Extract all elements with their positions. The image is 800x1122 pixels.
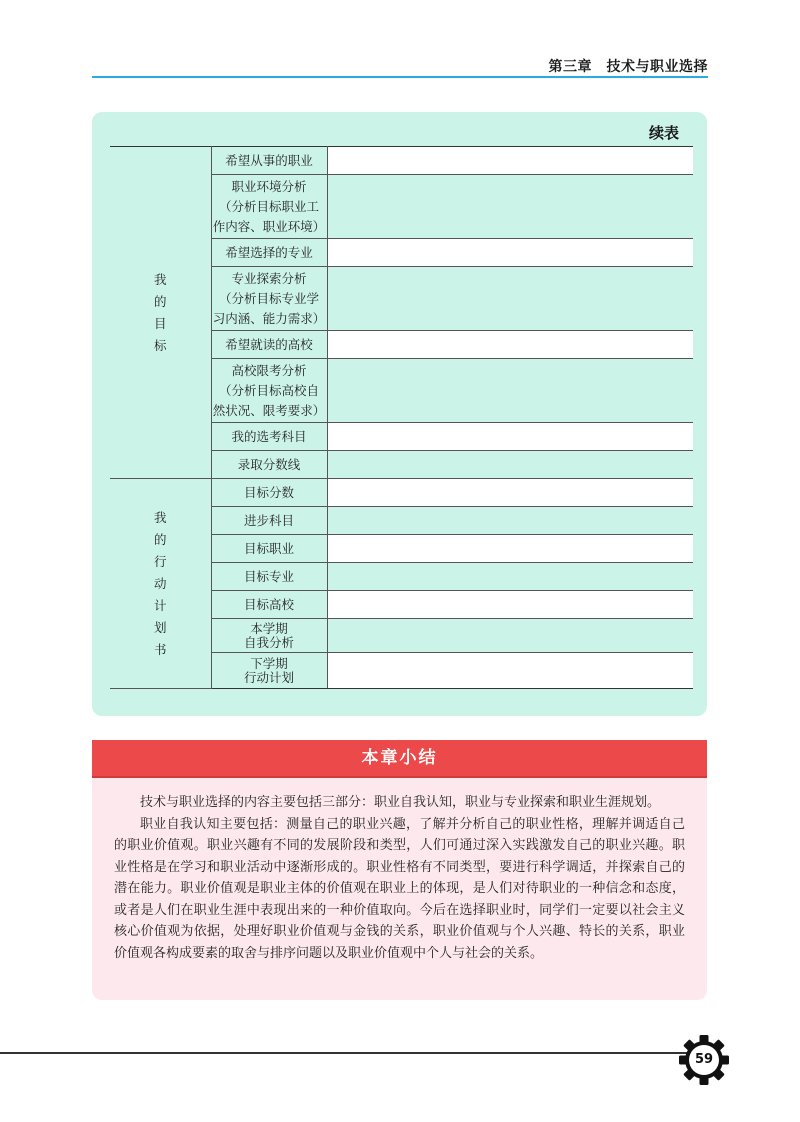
chapter-header-title: 第三章 技术与职业选择 <box>548 59 708 75</box>
page-number: 59 <box>694 1052 714 1067</box>
answer-field[interactable] <box>327 267 693 331</box>
group-label-char: 划 <box>153 619 167 635</box>
row-label-line: 然状况、限考要求） <box>212 402 326 418</box>
row-label <box>211 359 327 423</box>
row-label <box>211 563 327 591</box>
group-label-char: 计 <box>153 597 167 613</box>
row-label <box>211 451 327 479</box>
header-divider <box>92 76 708 78</box>
row-label <box>211 239 327 267</box>
chapter-summary-title: 本章小结 <box>92 740 707 776</box>
row-label <box>211 507 327 535</box>
answer-field[interactable] <box>327 535 693 563</box>
row-label <box>211 619 327 653</box>
answer-field[interactable] <box>327 331 693 359</box>
career-plan-table-panel <box>92 112 707 716</box>
row-label <box>211 479 327 507</box>
continued-table-label: 续表 <box>648 124 679 142</box>
row-label <box>211 591 327 619</box>
row-label-line: 目标分数 <box>243 484 294 500</box>
row-label-line: 希望就读的高校 <box>225 336 313 352</box>
row-label <box>211 175 327 239</box>
summary-paragraph: 技术与职业选择的内容主要包括三部分：职业自我认知，职业与专业探索和职业生涯规划。 <box>140 795 661 810</box>
answer-field[interactable] <box>327 591 693 619</box>
row-label-line: （分析目标职业工 <box>218 198 319 214</box>
row-label-line: 习内涵、能力需求） <box>212 310 326 326</box>
row-label-line: 作内容、职业环境） <box>212 218 326 234</box>
row-label-line: 目标职业 <box>243 540 294 556</box>
answer-field[interactable] <box>327 239 693 267</box>
row-label-line: 自我分析 <box>243 634 294 650</box>
row-label <box>211 147 327 175</box>
row-label-line: 我的选考科目 <box>231 428 307 444</box>
answer-field[interactable] <box>327 423 693 451</box>
chapter-summary-box <box>92 778 707 1000</box>
row-label <box>211 267 327 331</box>
career-plan-table <box>110 146 693 689</box>
group-label-char: 我 <box>153 271 167 287</box>
row-label-line: （分析目标高校自 <box>218 382 319 398</box>
row-label-line: 本学期 <box>250 620 288 636</box>
answer-field[interactable] <box>327 507 693 535</box>
row-label-line: 专业探索分析 <box>231 270 307 286</box>
row-label <box>211 423 327 451</box>
row-label-line: （分析目标专业学 <box>218 290 319 306</box>
row-label-line: 录取分数线 <box>237 456 301 472</box>
row-label-line: 希望选择的专业 <box>225 244 313 260</box>
group-label-char: 我 <box>153 509 167 525</box>
table-row <box>110 147 693 175</box>
answer-field[interactable] <box>327 147 693 175</box>
group-label-char: 的 <box>153 531 167 547</box>
row-label-line: 高校限考分析 <box>231 362 307 378</box>
row-label-line: 进步科目 <box>243 512 294 528</box>
group-label-char: 行 <box>153 553 167 569</box>
summary-paragraph: 职业自我认知主要包括：测量自己的职业兴趣，了解并分析自己的职业性格，理解并调适自己的职业价值观。职业兴趣有不同的发展阶段和类型，人们可通过深入实践激发自己的职业兴趣。职业性格是在学习和职业活动中逐渐形成的。职业性格有不同类型，要进行科学调适，并探索自己的潜在能力。职业价值观是职业主体的价值观在职业上的体现，是人们对待职业的一种信念和态度，或者是人们在职业生涯中表现出来的一种价值取向。今后在选择职业时，同学们一定要以社会主义核心价值观为依据，处理好职业价值观与金钱的关系，职业价值观与个人兴趣、特长的关系，职业价值观各构成要素的取舍与排序问题以及职业价值观中个人与社会的关系。 <box>114 816 685 961</box>
answer-field[interactable] <box>327 359 693 423</box>
row-label <box>211 653 327 689</box>
row-label-line: 行动计划 <box>243 669 294 685</box>
row-label <box>211 331 327 359</box>
answer-field[interactable] <box>327 563 693 591</box>
row-label-line: 职业环境分析 <box>231 178 307 194</box>
actions-group-label <box>110 479 211 689</box>
answer-field[interactable] <box>327 451 693 479</box>
group-label-char: 动 <box>153 575 167 591</box>
row-label-line: 目标高校 <box>243 596 294 612</box>
row-label-line: 目标专业 <box>243 568 294 584</box>
row-label-line: 下学期 <box>250 655 288 671</box>
answer-field[interactable] <box>327 479 693 507</box>
table-row <box>110 479 693 507</box>
group-label-char: 标 <box>153 337 167 353</box>
goals-group-label <box>110 147 211 479</box>
group-label-char: 书 <box>153 641 167 657</box>
group-label-char: 的 <box>153 293 167 309</box>
row-label <box>211 535 327 563</box>
group-label-char: 目 <box>153 315 167 331</box>
answer-field[interactable] <box>327 653 693 689</box>
row-label-line: 希望从事的职业 <box>225 152 313 168</box>
answer-field[interactable] <box>327 619 693 653</box>
footer-divider <box>0 1052 690 1054</box>
answer-field[interactable] <box>327 175 693 239</box>
